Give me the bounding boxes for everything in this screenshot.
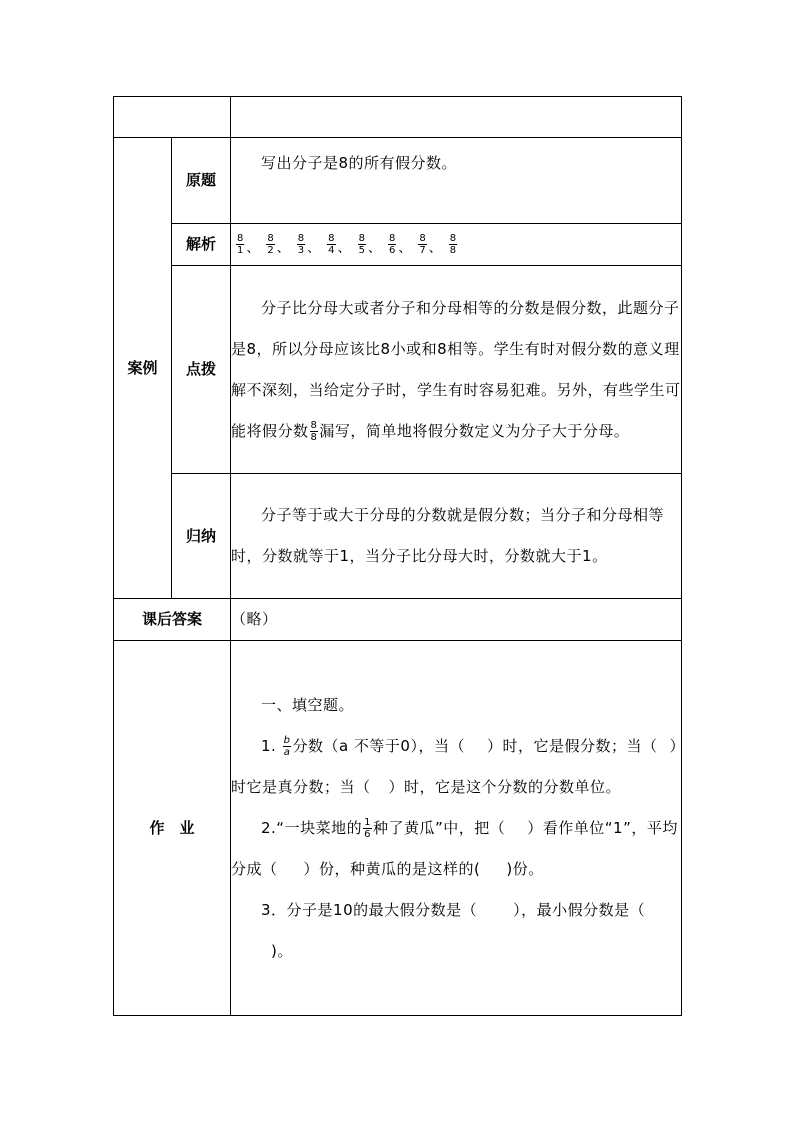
analysis-fraction-numerator: 8	[358, 233, 365, 244]
hw-q1-fraction	[283, 735, 292, 758]
analysis-fraction-list	[231, 233, 681, 256]
analysis-fraction-numerator: 8	[267, 233, 274, 244]
tip-fraction-denominator: 8	[310, 431, 318, 443]
analysis-fraction-numerator: 8	[237, 233, 244, 244]
analysis-fraction-item	[296, 233, 326, 256]
tip-content	[231, 266, 682, 474]
answer-row	[114, 599, 682, 641]
hw-question-3	[231, 890, 681, 972]
answer-label: 课后答案	[114, 599, 231, 641]
hw-q3-text-c: )。	[271, 941, 293, 960]
analysis-separator: 、	[428, 241, 442, 256]
answer-text: （略）	[231, 610, 278, 628]
summary-label: 归纳	[172, 474, 231, 599]
homework-row	[114, 641, 682, 1016]
analysis-fraction-item	[387, 233, 417, 256]
hw-q1-text-c: ）时它是真分数；当（	[231, 736, 678, 796]
hw-q1-text-a: 分数（a 不等于0），当（	[292, 736, 465, 755]
hw-q1-fraction-numerator: b	[283, 734, 291, 746]
analysis-fraction-numerator: 8	[419, 233, 426, 244]
empty-cell-left	[114, 97, 231, 138]
original-label: 原题	[172, 138, 231, 224]
analysis-fraction	[266, 233, 274, 256]
hw-q1-text-d: ）时，它是这个分数的分数单位。	[388, 777, 622, 796]
analysis-fraction-item	[235, 233, 265, 256]
tip-paragraph	[231, 288, 681, 452]
tip-text-1: 分子比分母大或者分子和分母相等的分数是假分数，此题分子是8，所以分母应该比8小或和8相等。学生有时对假分数的意义理解不深刻，当给定分子时，学生有时容易犯难。另外，有些学生可能将假分数	[231, 298, 681, 440]
analysis-separator: 、	[398, 241, 412, 256]
tip-label: 点拨	[172, 266, 231, 474]
analysis-fraction	[358, 233, 366, 256]
summary-row	[114, 474, 682, 599]
answer-content	[231, 599, 682, 641]
original-content	[231, 138, 682, 224]
analysis-fraction-denominator: 3	[297, 245, 305, 256]
hw-q1-prefix: 1.	[261, 736, 282, 755]
analysis-fraction-item	[417, 233, 447, 256]
hw-q2-text-a: 2.“一块菜地的	[261, 818, 363, 837]
lesson-table	[113, 96, 682, 1016]
analysis-fraction	[327, 233, 335, 256]
hw-q2-fraction	[363, 817, 372, 840]
tip-fraction-numerator: 8	[310, 419, 318, 431]
hw-heading: 一、填空题。	[261, 695, 355, 714]
analysis-fraction-denominator: 2	[267, 245, 274, 256]
analysis-separator: 、	[246, 241, 260, 256]
analysis-content	[231, 224, 682, 266]
hw-question-1	[231, 726, 681, 808]
hw-q2-text-b: 种了黄瓜”中，把（	[372, 818, 506, 837]
hw-q2-text-d: ）份，种黄瓜的是这样的(	[303, 859, 481, 878]
tip-row	[114, 266, 682, 474]
analysis-fraction	[418, 233, 426, 256]
analysis-fraction-denominator: 8	[449, 245, 457, 256]
analysis-separator: 、	[367, 241, 381, 256]
homework-label: 作 业	[114, 641, 231, 1016]
summary-content	[231, 474, 682, 599]
homework-content	[231, 641, 682, 1016]
empty-cell-right	[231, 97, 682, 138]
analysis-row	[114, 224, 682, 266]
analysis-separator: 、	[307, 241, 321, 256]
analysis-separator: 、	[276, 241, 290, 256]
hw-question-2	[231, 808, 681, 890]
tip-fraction	[310, 420, 319, 443]
tip-text-2: 漏写，简单地将假分数定义为分子大于分母。	[319, 421, 630, 440]
hw-q3-text-a: 3．分子是10的最大假分数是（	[261, 900, 478, 919]
analysis-separator: 、	[337, 241, 351, 256]
analysis-fraction-item	[448, 233, 458, 256]
analysis-fraction-numerator: 8	[297, 233, 305, 244]
analysis-fraction-numerator: 8	[328, 233, 335, 244]
analysis-label: 解析	[172, 224, 231, 266]
empty-header-row	[114, 97, 682, 138]
hw-q3-text-b: ），最小假分数是（	[513, 900, 646, 919]
analysis-fraction	[236, 233, 244, 256]
analysis-fraction	[388, 233, 396, 256]
analysis-fraction-numerator: 8	[449, 233, 457, 244]
analysis-fraction-item	[265, 233, 295, 256]
analysis-fraction-denominator: 6	[388, 245, 396, 256]
analysis-fraction-denominator: 7	[419, 245, 426, 256]
case-label: 案例	[114, 138, 172, 599]
hw-q2-fraction-numerator: 1	[364, 816, 371, 828]
hw-q2-text-c: ）看作单位“1”，平均分成（	[231, 818, 678, 878]
analysis-fraction-numerator: 8	[388, 233, 396, 244]
hw-q2-text-e: )份。	[506, 859, 544, 878]
summary-text: 分子等于或大于分母的分数就是假分数；当分子和分母相等时，分数就等于1，当分子比分母大时，分数就大于1。	[231, 506, 665, 565]
analysis-fraction-denominator: 5	[358, 245, 365, 256]
analysis-fraction-denominator: 1	[237, 245, 244, 256]
analysis-fraction	[449, 233, 457, 256]
hw-q1-fraction-denominator: a	[283, 746, 291, 758]
hw-q2-fraction-denominator: 6	[364, 828, 371, 840]
original-row	[114, 138, 682, 224]
analysis-fraction-item	[326, 233, 356, 256]
analysis-fraction	[297, 233, 305, 256]
original-text: 写出分子是8的所有假分数。	[261, 154, 458, 172]
analysis-fraction-denominator: 4	[328, 245, 335, 256]
analysis-fraction-item	[357, 233, 387, 256]
hw-q1-text-b: ）时，它是假分数；当（	[486, 736, 658, 755]
